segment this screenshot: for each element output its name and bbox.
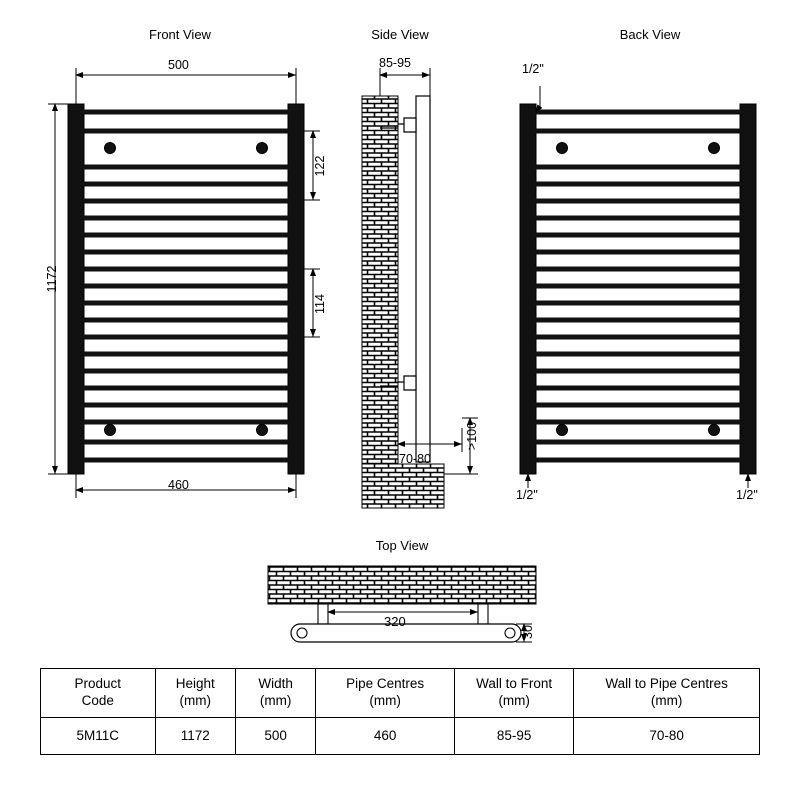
dim-front-width: 500: [168, 58, 189, 72]
header-line-1: Wall to Front: [476, 676, 553, 692]
header-cell-width: [236, 669, 316, 718]
header-line-2: (mm): [369, 693, 401, 708]
header-line-1: Product: [74, 676, 122, 692]
dim-bracket-gap-top: 122: [313, 155, 327, 177]
table-header-row: [41, 669, 760, 718]
header-cell-product-code: [41, 669, 156, 718]
dim-front-height: 1172: [45, 265, 59, 293]
header-line-1: Height: [175, 676, 215, 692]
header-line-2: (mm): [498, 693, 530, 708]
header-cell-pipe-centres: [316, 669, 455, 718]
header-line-2: (mm): [179, 693, 212, 708]
header-line-1: Wall to Pipe Centres: [605, 676, 728, 692]
top-view-title: Top View: [375, 538, 429, 553]
back-view-title: Back View: [619, 27, 681, 42]
front-view-geometry: [48, 68, 320, 498]
cell-pipe-centres: 460: [316, 718, 455, 755]
cell-width: 500: [236, 718, 316, 755]
dim-side-depth: 85-95: [379, 56, 411, 70]
header-line-2: (mm): [259, 693, 292, 708]
front-view-title: Front View: [149, 27, 211, 42]
cell-wall-to-front: 85-95: [455, 718, 574, 755]
dim-front-pipe-centres: 460: [168, 478, 189, 492]
top-view-geometry: [268, 566, 536, 642]
cell-height: 1172: [155, 718, 235, 755]
back-view-geometry: [520, 86, 756, 488]
dim-clearance: >100: [465, 421, 479, 451]
inlet-size-right: 1/2": [736, 488, 758, 502]
cell-product-code: 5M11C: [41, 718, 156, 755]
dim-bracket-gap-bottom: 114: [313, 294, 327, 314]
header-line-1: Width: [258, 676, 293, 692]
inlet-size-left: 1/2": [516, 488, 538, 502]
inlet-size-top: 1/2": [522, 62, 544, 76]
header-line-2: (mm): [650, 693, 683, 708]
side-view-geometry: [362, 68, 478, 508]
dim-wall-to-pipe: 70-80: [399, 452, 431, 466]
header-line-2: Code: [81, 693, 114, 708]
header-cell-height: [155, 669, 235, 718]
header-line-1: Pipe Centres: [346, 676, 425, 692]
dim-top-pipe-centres: 320: [384, 614, 406, 629]
header-cell-wall-to-pipe-centres: [574, 669, 760, 718]
cell-wall-to-pipe-centres: 70-80: [574, 718, 760, 755]
header-cell-wall-to-front: [455, 669, 574, 718]
side-view-title: Side View: [371, 27, 429, 42]
table-row: [41, 718, 760, 755]
spec-table: [40, 668, 760, 755]
dim-top-depth: 30: [521, 625, 535, 639]
